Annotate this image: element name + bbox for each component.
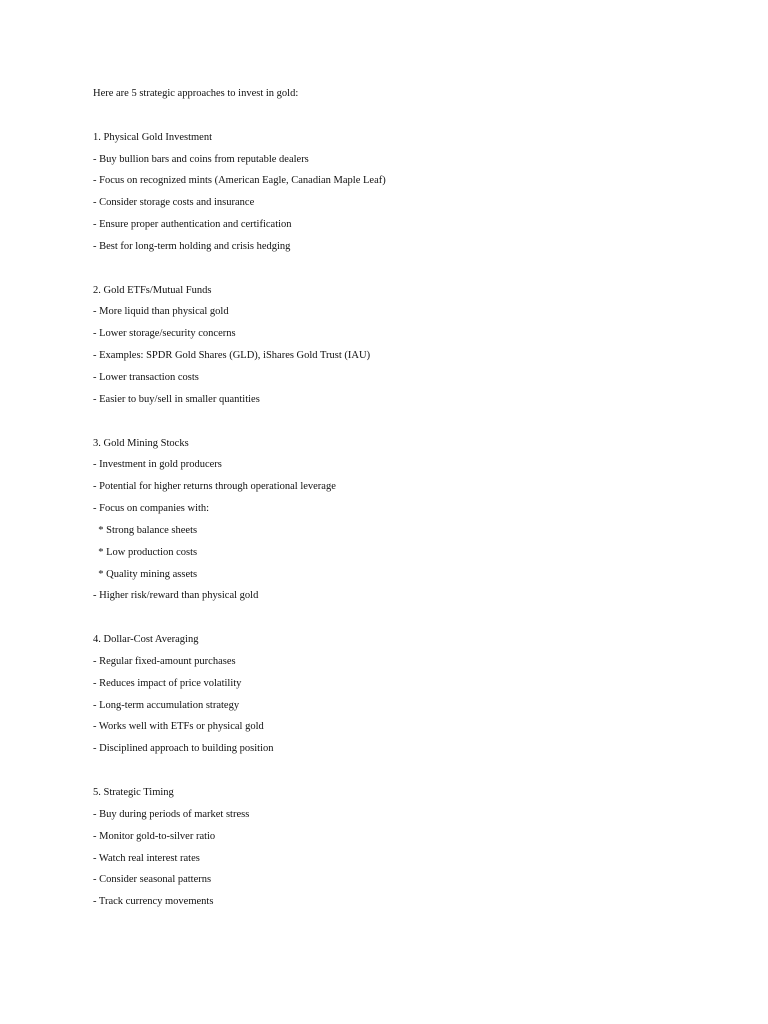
list-item: - Investment in gold producers bbox=[93, 459, 222, 471]
sub-list-item: * Strong balance sheets bbox=[93, 524, 198, 536]
list-item: - Disciplined approach to building position bbox=[93, 743, 274, 755]
section-heading: 1. Physical Gold Investment bbox=[93, 131, 212, 143]
section-strategic-timing bbox=[93, 782, 713, 913]
sub-list-item: * Low production costs bbox=[93, 546, 198, 558]
section-physical-gold bbox=[93, 127, 713, 258]
list-item: - Best for long-term holding and crisis hedging bbox=[93, 240, 291, 252]
section-heading: 3. Gold Mining Stocks bbox=[93, 437, 189, 449]
list-item: - Potential for higher returns through operational leverage bbox=[93, 481, 336, 493]
list-item: - Lower transaction costs bbox=[93, 371, 199, 383]
list-item: - Watch real interest rates bbox=[93, 852, 200, 864]
list-item: - Buy bullion bars and coins from reputable dealers bbox=[93, 153, 309, 165]
list-item: - Regular fixed-amount purchases bbox=[93, 655, 236, 667]
list-item: - Monitor gold-to-silver ratio bbox=[93, 830, 216, 842]
section-gold-etfs bbox=[93, 280, 713, 411]
list-item: - More liquid than physical gold bbox=[93, 306, 229, 318]
section-dollar-cost-averaging bbox=[93, 629, 713, 760]
list-item: - Consider seasonal patterns bbox=[93, 874, 212, 886]
list-item: - Higher risk/reward than physical gold bbox=[93, 590, 259, 602]
section-heading: 5. Strategic Timing bbox=[93, 787, 174, 798]
list-item: - Ensure proper authentication and certification bbox=[93, 219, 292, 231]
section-heading: 2. Gold ETFs/Mutual Funds bbox=[93, 284, 212, 296]
list-item: - Lower storage/security concerns bbox=[93, 328, 236, 340]
list-item: - Track currency movements bbox=[93, 896, 214, 908]
list-item: - Long-term accumulation strategy bbox=[93, 699, 240, 711]
section-heading: 4. Dollar-Cost Averaging bbox=[93, 634, 199, 646]
intro-text: Here are 5 strategic approaches to invest in gold: bbox=[93, 88, 299, 99]
list-item: - Works well with ETFs or physical gold bbox=[93, 721, 264, 733]
sub-list-item: * Quality mining assets bbox=[93, 568, 198, 580]
list-item: - Easier to buy/sell in smaller quantities bbox=[93, 393, 260, 405]
list-item: - Examples: SPDR Gold Shares (GLD), iShares Gold Trust (IAU) bbox=[93, 350, 371, 362]
section-mining-stocks bbox=[93, 433, 713, 608]
list-item: - Consider storage costs and insurance bbox=[93, 197, 255, 209]
document-page bbox=[93, 83, 713, 935]
list-item: - Reduces impact of price volatility bbox=[93, 677, 242, 689]
list-item: - Buy during periods of market stress bbox=[93, 808, 250, 820]
list-item: - Focus on recognized mints (American Eagle, Canadian Maple Leaf) bbox=[93, 175, 386, 187]
list-item: - Focus on companies with: bbox=[93, 503, 210, 515]
